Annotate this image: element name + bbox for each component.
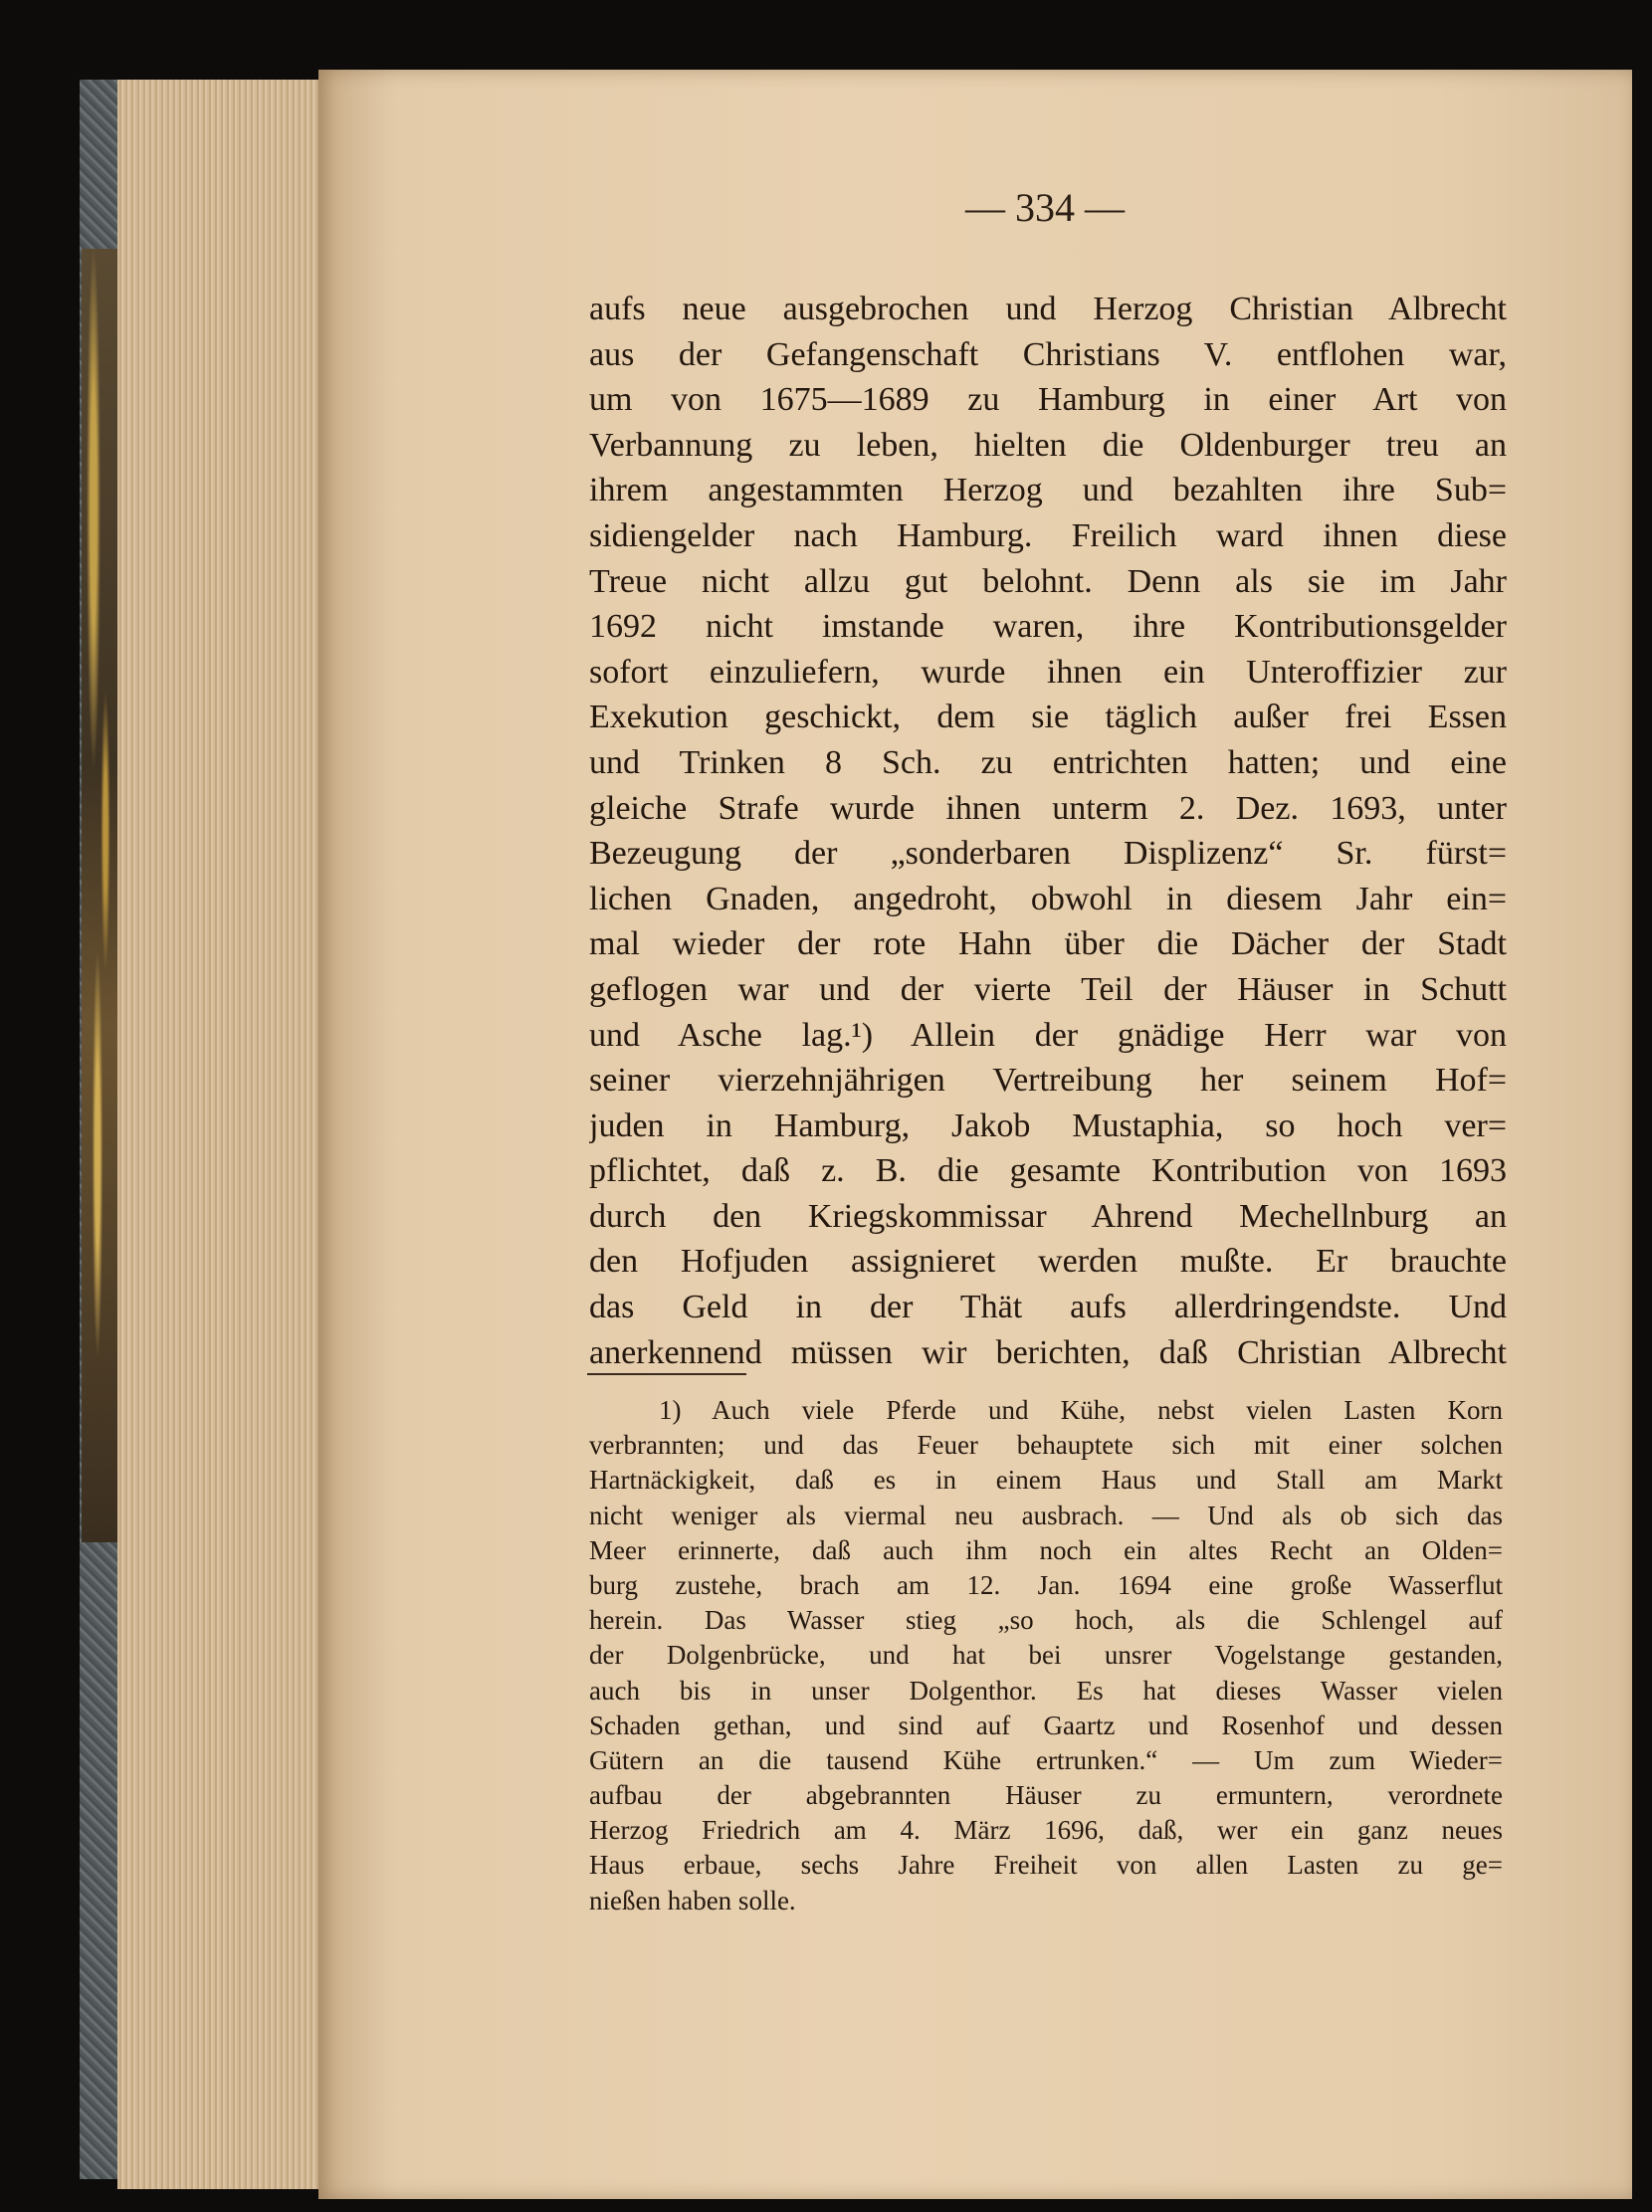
main-text-line: 1692 nicht imstande waren, ihre Kontributionsgelder xyxy=(589,608,1507,646)
footnotes xyxy=(589,1393,1503,1918)
main-text-line: um von 1675—1689 zu Hamburg in einer Art von xyxy=(589,381,1507,419)
main-text-line: aufs neue ausgebrochen und Herzog Christian Albrecht xyxy=(589,291,1507,327)
footnote-line: Meer erinnerte, daß auch ihm noch ein altes Recht an Olden= xyxy=(589,1534,1503,1565)
main-text-line: den Hofjuden assignieret werden mußte. Er brauchte xyxy=(589,1243,1507,1281)
main-text-line: ihrem angestammten Herzog und bezahlten ihre Sub= xyxy=(589,472,1507,509)
main-text-line: Verbannung zu leben, hielten die Oldenburger treu an xyxy=(589,426,1507,464)
main-text-line: Exekution geschickt, dem sie täglich außer frei Essen xyxy=(589,699,1507,736)
footnote-line: aufbau der abgebrannten Häuser zu ermuntern, verordnete xyxy=(589,1780,1503,1811)
footnote-line: 1) Auch viele Pferde und Kühe, nebst vielen Lasten Korn xyxy=(659,1395,1503,1425)
footnote-rule xyxy=(587,1373,746,1375)
footnote-line: verbrannten; und das Feuer behauptete sich mit einer solchen xyxy=(589,1430,1503,1461)
main-text-line: Treue nicht allzu gut belohnt. Denn als sie im Jahr xyxy=(589,562,1507,600)
page-block-edges xyxy=(117,80,328,2189)
footnote-line: burg zustehe, brach am 12. Jan. 1694 eine große Wasserflut xyxy=(589,1569,1503,1600)
main-text-line: mal wieder der rote Hahn über die Dächer der Stadt xyxy=(589,925,1507,963)
main-text-line: und Asche lag.¹) Allein der gnädige Herr war von xyxy=(589,1016,1507,1054)
main-text-line: anerkennend müssen wir berichten, daß Christian Albrecht xyxy=(589,1333,1507,1371)
main-text-line: seiner vierzehnjährigen Vertreibung her seinem Hof= xyxy=(589,1062,1507,1100)
footnote-line: nicht weniger als viermal neu ausbrach. — Und als ob sich das xyxy=(589,1500,1503,1530)
footnote-line: Schaden gethan, und sind auf Gaartz und Rosenhof und dessen xyxy=(589,1709,1503,1740)
main-text-line: geflogen war und der vierte Teil der Häuser in Schutt xyxy=(589,970,1507,1008)
main-text-line: pflichtet, daß z. B. die gesamte Kontribution von 1693 xyxy=(589,1152,1507,1190)
footnote-line: herein. Das Wasser stieg „so hoch, als die Schlengel auf xyxy=(589,1605,1503,1636)
marbled-endpaper xyxy=(82,249,121,1542)
page-number: — 334 — xyxy=(965,185,1125,230)
main-text-line: aus der Gefangenschaft Christians V. entflohen war, xyxy=(589,335,1507,373)
main-text-line: juden in Hamburg, Jakob Mustaphia, so hoch ver= xyxy=(589,1106,1507,1144)
main-text-line: gleiche Strafe wurde ihnen unterm 2. Dez. 1693, unter xyxy=(589,789,1507,827)
main-text-line: das Geld in der Thät aufs allerdringendste. Und xyxy=(589,1289,1507,1326)
main-text-line: Bezeugung der „sonderbaren Displizenz“ Sr. fürst= xyxy=(589,835,1507,873)
footnote-line: Hartnäckigkeit, daß es in einem Haus und Stall am Markt xyxy=(589,1465,1503,1496)
main-text-line: sidiengelder nach Hamburg. Freilich ward ihnen diese xyxy=(589,516,1507,554)
footnote-line: nießen haben solle. xyxy=(589,1885,796,1915)
footnote-line: auch bis in unser Dolgenthor. Es hat dieses Wasser vielen xyxy=(589,1675,1503,1706)
footnote-line: Gütern an die tausend Kühe ertrunken.“ — Um zum Wieder= xyxy=(589,1744,1503,1775)
footnote-line: Herzog Friedrich am 4. März 1696, daß, wer ein ganz neues xyxy=(589,1815,1503,1846)
main-text-line: durch den Kriegskommissar Ahrend Mechellnburg an xyxy=(589,1197,1507,1235)
main-text-line: lichen Gnaden, angedroht, obwohl in diesem Jahr ein= xyxy=(589,880,1507,917)
main-text-line: und Trinken 8 Sch. zu entrichten hatten; und eine xyxy=(589,743,1507,781)
footnote-line: der Dolgenbrücke, und hat bei unsrer Vogelstange gestanden, xyxy=(589,1640,1503,1671)
main-text-line: sofort einzuliefern, wurde ihnen ein Unteroffizier zur xyxy=(589,653,1507,691)
footnote-line: Haus erbaue, sechs Jahre Freiheit von allen Lasten zu ge= xyxy=(589,1850,1503,1881)
main-text xyxy=(589,287,1507,1375)
